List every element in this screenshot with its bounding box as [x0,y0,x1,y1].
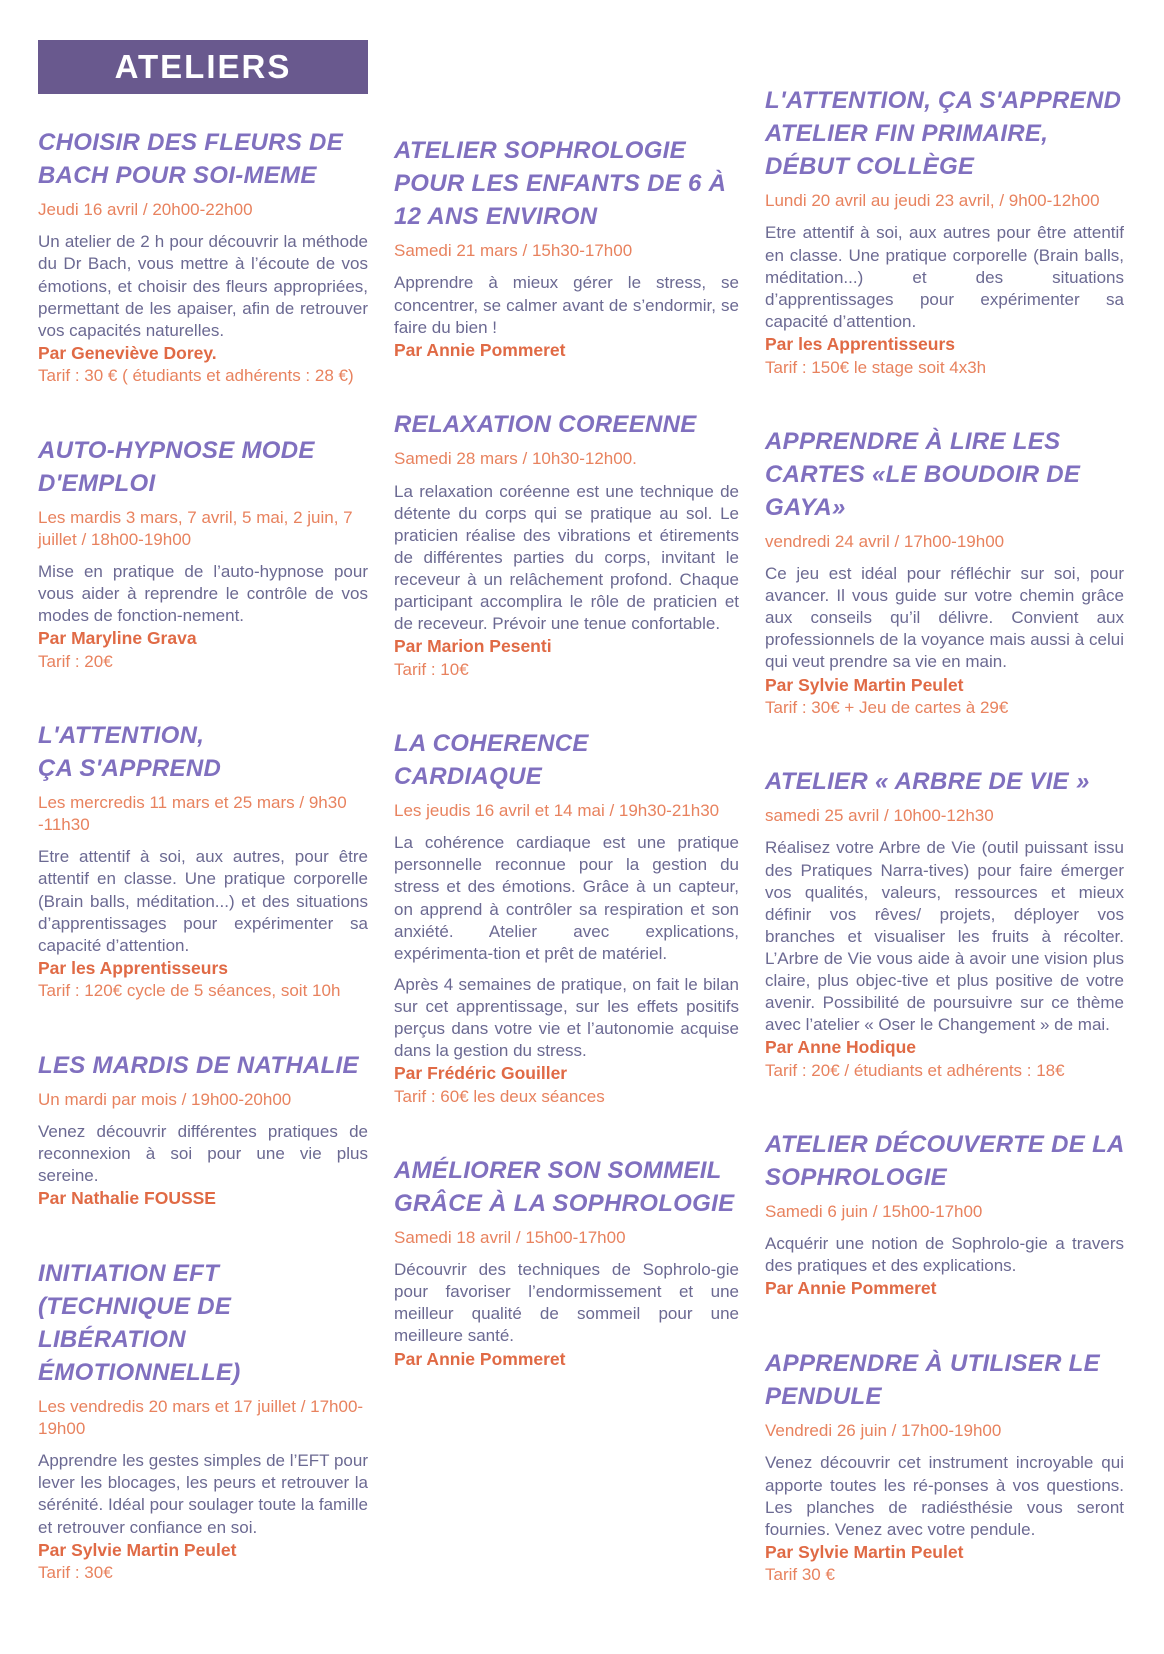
workshop-description [38,1121,368,1187]
workshop-description [38,1450,368,1538]
workshop-title-text: RELAXATION COREENNE [394,411,697,439]
workshop-description [765,1233,1124,1277]
workshop-title [38,1049,368,1082]
workshop-schedule: Vendredi 26 juin / 17h00-19h00 [765,1421,1002,1441]
workshop-section [394,134,739,362]
workshop-price: Tarif : 30 € ( étudiants et adhérents : 28 €) [38,366,354,386]
workshop-paragraph: Après 4 semaines de pratique, on fait le bilan sur cet apprentissage, sur les effets positifs perçus dans votre vie et l’autonomie acquise dans la gestion du stress. [394,974,739,1061]
workshop-facilitator: Par Geneviève Dorey. [38,342,217,363]
workshop-section [765,1128,1124,1301]
workshop-title [394,727,739,793]
page-title: ATELIERS [114,48,292,85]
workshop-schedule: Samedi 21 mars / 15h30-17h00 [394,241,633,261]
workshop-schedule: Samedi 28 mars / 10h30-12h00. [394,449,637,469]
workshop-section [765,84,1124,379]
workshop-schedule: Les jeudis 16 avril et 14 mai / 19h30-21h30 [394,801,720,821]
workshop-price: Tarif : 20€ / étudiants et adhérents : 18€ [765,1060,1065,1080]
workshop-title-text: APPRENDRE À LIRE LES CARTES «LE BOUDOIR DE GAYA» [765,427,1081,521]
workshop-section [38,126,368,388]
workshop-price: Tarif : 30€ [38,1563,113,1583]
workshop-schedule: Les mardis 3 mars, 7 avril, 5 mai, 2 juin, 7 juillet / 18h00-19h00 [38,507,353,549]
workshop-title [765,1347,1124,1413]
workshop-facilitator: Par Sylvie Martin Peulet [38,1539,237,1560]
workshop-title-text: LA COHERENCE CARDIAQUE [394,729,589,791]
workshop-facilitator: Par Maryline Grava [38,628,197,649]
workshop-paragraph: Apprendre les gestes simples de l’EFT pour lever les blocages, les peurs et retrouver la sérénité. Idéal pour soulager toute la famille et retrouver confiance en soi. [38,1451,368,1537]
workshop-price: Tarif : 150€ le stage soit 4x3h [765,357,987,377]
workshop-paragraph: Mise en pratique de l’auto-hypnose pour vous aider à reprendre le contrôle de vos modes de fonction-nement. [38,561,368,626]
workshop-title-text: L'ATTENTION, ÇA S'APPREND [765,87,1122,114]
workshop-paragraph: Venez découvrir cet instrument incroyable qui apporte toutes les ré-ponses à vos questions. Les planches de radiésthésie vous seront fournies. Venez avec votre pendule. [765,1453,1124,1539]
workshop-section [765,425,1124,720]
workshop-title-text: CHOISIR DES FLEURS DE BACH POUR SOI-MEME [38,129,343,190]
workshop-description [38,561,368,627]
workshop-title [38,719,368,785]
workshop-paragraph: Venez découvrir différentes pratiques de reconnexion à soi pour une vie plus sereine. [38,1121,368,1185]
workshop-schedule: samedi 25 avril / 10h00-12h30 [765,806,994,826]
workshop-title [38,126,368,192]
workshop-title-text: AUTO-HYPNOSE MODE D'EMPLOI [38,436,315,497]
workshop-paragraph: Etre attentif à soi, aux autres pour être attentif en classe. Une pratique corporelle (Brain balls, méditation...) et des situations d’apprentissages pour expérimenter sa capacité d’attention. [765,223,1124,331]
workshop-description [38,231,368,341]
workshop-title-text: ATELIER « ARBRE DE VIE » [765,768,1090,796]
workshop-facilitator: Par Marion Pesenti [394,636,552,657]
workshop-schedule: Les mercredis 11 mars et 25 mars / 9h30 -11h30 [38,793,347,835]
workshop-facilitator: Par les Apprentisseurs [765,333,955,354]
workshop-facilitator: Par Anne Hodique [765,1037,917,1058]
workshop-facilitator: Par Sylvie Martin Peulet [765,1541,964,1562]
workshop-title [38,1257,368,1389]
workshop-description [765,222,1124,332]
workshop-title [765,1128,1124,1194]
workshop-paragraph: Etre attentif à soi, aux autres, pour être attentif en classe. Une pratique corporelle (Brain balls, méditation...) et des situations d’apprentissages pour expérimenter sa capacité d’attention. [38,847,368,955]
workshop-description [765,563,1124,673]
workshop-section [38,434,368,673]
workshop-description [765,1452,1124,1540]
workshop-title-text: AMÉLIORER SON SOMMEIL GRÂCE À LA SOPHROLOGIE [394,1156,735,1217]
workshop-section [38,1049,368,1211]
workshop-paragraph: La cohérence cardiaque est une pratique personnelle reconnue pour la gestion du stress et des émotions. Grâce à un capteur, on apprend à contrôler sa respiration et son anxiété. Atelier avec explications, expérimenta-tion et prêt de matériel. [394,833,739,963]
workshop-price: Tarif : 10€ [394,659,469,679]
workshop-facilitator: Par Annie Pommeret [394,1348,566,1369]
workshop-title-text: INITIATION EFT (TECHNIQUE DE LIBÉRATION ÉMOTIONNELLE) [38,1259,241,1386]
workshop-price: Tarif : 60€ les deux séances [394,1086,605,1106]
workshop-section [394,727,739,1108]
workshop-title [765,84,1124,183]
workshop-title [394,134,739,233]
workshop-schedule: Les vendredis 20 mars et 17 juillet / 17h00-19h00 [38,1397,364,1439]
workshop-price: Tarif : 30€ + Jeu de cartes à 29€ [765,698,1009,718]
workshop-price: Tarif 30 € [765,1565,835,1585]
workshop-title [765,765,1124,798]
column-right [765,40,1124,1638]
workshop-section [765,1347,1124,1586]
workshop-schedule: Jeudi 16 avril / 20h00-22h00 [38,200,253,220]
workshop-section [38,719,368,1003]
workshop-section [38,1257,368,1585]
workshop-title-text: APPRENDRE À UTILISER LE PENDULE [765,1350,1100,1411]
workshop-subtitle-text: ÇA S'APPREND [38,755,222,783]
column-middle [394,40,739,1638]
workshop-schedule: Samedi 18 avril / 15h00-17h00 [394,1228,626,1248]
workshop-title-text: LES MARDIS DE NATHALIE [38,1051,359,1079]
workshop-title-text: ATELIER SOPHROLOGIE POUR LES ENFANTS DE 6 À 12 ANS ENVIRON [394,137,727,231]
workshop-facilitator: Par Annie Pommeret [394,339,566,360]
workshop-schedule: vendredi 24 avril / 17h00-19h00 [765,531,1005,551]
workshop-schedule: Un mardi par mois / 19h00-20h00 [38,1089,292,1109]
workshop-facilitator: Par Nathalie FOUSSE [38,1187,216,1208]
workshop-facilitator: Par les Apprentisseurs [38,957,228,978]
page-title-banner [38,40,368,94]
workshop-facilitator: Par Sylvie Martin Peulet [765,674,964,695]
workshop-facilitator: Par Frédéric Gouiller [394,1063,568,1084]
workshop-description [394,272,739,338]
workshop-title [394,1154,739,1220]
workshop-paragraph: Découvrir des techniques de Sophrolo-gie pour favoriser l’endormissement et une meilleur qualité de sommeil pour une meilleure santé. [394,1260,739,1346]
workshop-section [394,1154,739,1371]
workshop-description [765,837,1124,1036]
workshop-paragraph: Apprendre à mieux gérer le stress, se concentrer, se calmer avant de s’endormir, se faire du bien ! [394,273,739,337]
workshop-section [394,408,739,681]
workshop-title [765,425,1124,524]
workshop-section [765,765,1124,1082]
workshop-subtitle-text: ATELIER FIN PRIMAIRE, DÉBUT COLLÈGE [765,120,1049,181]
workshop-title [38,434,368,500]
workshop-paragraph: Ce jeu est idéal pour réfléchir sur soi, pour avancer. Il vous guide sur votre chemin grâce aux conseils qu’il délivre. Convient aux professionnels de la voyance mais aussi à celui qui veut prendre sa vie en main. [765,564,1124,672]
workshop-schedule: Samedi 6 juin / 15h00-17h00 [765,1202,983,1222]
workshop-description [394,481,739,636]
workshop-title-text: ATELIER DÉCOUVERTE DE LA SOPHROLOGIE [765,1130,1124,1192]
column-left [38,40,368,1638]
workshop-price: Tarif : 120€ cycle de 5 séances, soit 10h [38,981,341,1001]
workshop-facilitator: Par Annie Pommeret [765,1278,937,1299]
workshop-paragraph: Réalisez votre Arbre de Vie (outil puissant issu des Pratiques Narra-tives) pour faire émerger vos qualités, valeurs, ressources et mieux définir vos rêves/ projets, déployer vos branches et visualiser les fruits à récolter. L’Arbre de Vie vous aide à avoir une vision plus claire, plus objec-tive et plus positive de votre avenir. Possibilité de poursuivre sur ce thème avec l’atelier « Oser le Changement » de mai. [765,838,1124,1035]
workshop-schedule: Lundi 20 avril au jeudi 23 avril, / 9h00-12h00 [765,191,1100,211]
workshop-paragraph: Acquérir une notion de Sophrolo-gie a travers des pratiques et des explications. [765,1234,1124,1276]
workshop-description [394,1259,739,1347]
workshop-title [394,408,739,441]
workshop-description [394,832,739,1062]
workshop-paragraph: Un atelier de 2 h pour découvrir la méthode du Dr Bach, vous mettre à l’écoute de vos émotions, et choisir des fleurs appropriées, permettant de les apaiser, afin de retrouver vos capacités naturelles. [38,232,368,340]
workshop-title-text: L'ATTENTION, [38,721,205,749]
workshop-description [38,846,368,956]
workshop-price: Tarif : 20€ [38,651,113,671]
workshop-paragraph: La relaxation coréenne est une technique de détente du corps qui se pratique au sol. Le praticien réalise des vibrations et étirements de différentes parties du corps, invitant le receveur à un relâchement profond. Chaque participant accomplira le rôle de praticien et de receveur. Prévoir une tenue confortable. [394,481,739,634]
